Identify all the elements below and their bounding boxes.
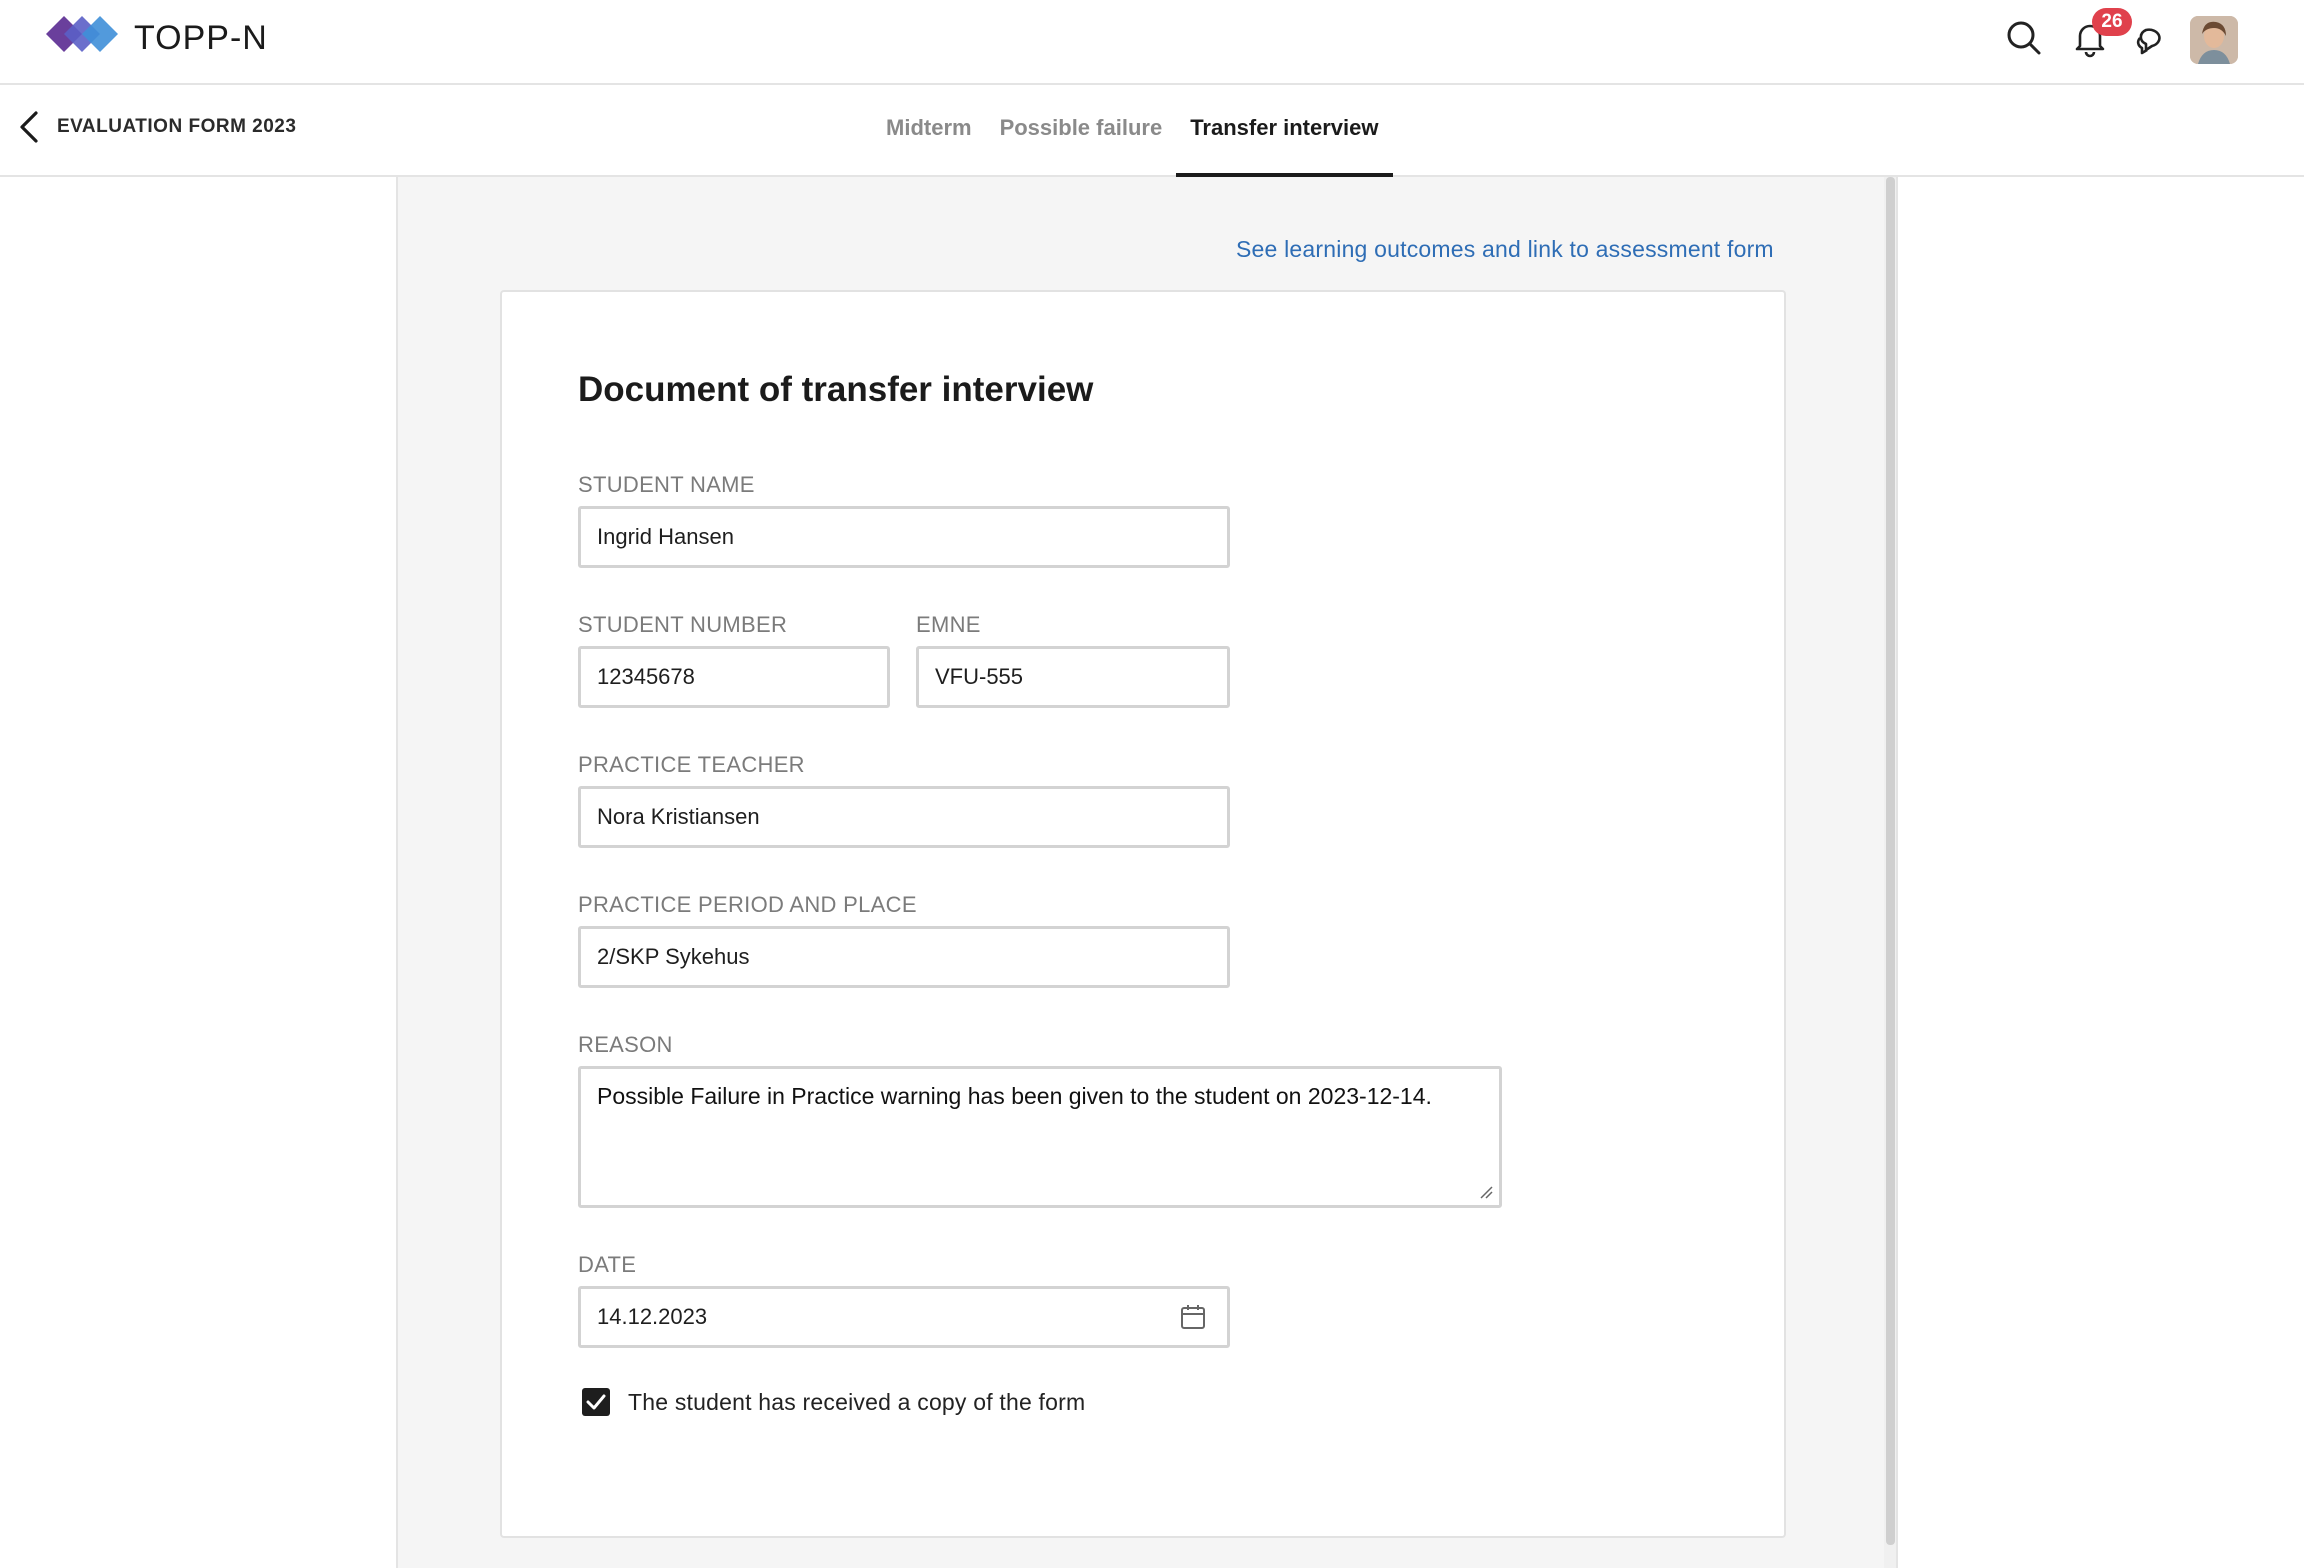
learning-outcomes-link[interactable]: See learning outcomes and link to assessment form	[1236, 236, 1774, 262]
date-label: DATE	[578, 1252, 637, 1277]
sub-header	[0, 85, 2304, 177]
date-input[interactable]	[578, 1286, 1230, 1348]
check-icon	[582, 1388, 610, 1416]
scrollbar-thumb[interactable]	[1886, 177, 1895, 1545]
emne-input[interactable]: VFU-555	[916, 646, 1230, 708]
tab-transfer-interview[interactable]: Transfer interview	[1176, 85, 1392, 177]
copy-received-label[interactable]: The student has received a copy of the form	[628, 1389, 1086, 1415]
top-bar	[0, 0, 2304, 85]
reason-text: Possible Failure in Practice warning has been given to the student on 2023-12-14.	[597, 1083, 1432, 1109]
tab-midterm[interactable]: Midterm	[886, 115, 972, 140]
app-title[interactable]: TOPP-N	[134, 19, 268, 57]
transfer-interview-form	[500, 290, 1786, 1538]
reason-label: REASON	[578, 1032, 673, 1057]
back-arrow-icon[interactable]	[12, 107, 46, 147]
reason-textarea[interactable]	[578, 1066, 1502, 1208]
date-value: 14.12.2023	[597, 1304, 708, 1329]
practice-period-label: PRACTICE PERIOD AND PLACE	[578, 892, 917, 917]
form-title: Document of transfer interview	[578, 370, 1094, 409]
search-icon[interactable]	[2004, 18, 2044, 58]
breadcrumb-title: EVALUATION FORM 2023	[57, 116, 297, 137]
tab-possible-failure[interactable]: Possible failure	[999, 115, 1163, 140]
resize-grip-icon[interactable]	[1479, 1185, 1493, 1199]
student-name-label: STUDENT NAME	[578, 472, 755, 497]
student-number-label: STUDENT NUMBER	[578, 612, 788, 637]
notification-badge: 26	[2092, 8, 2132, 36]
practice-teacher-label: PRACTICE TEACHER	[578, 752, 805, 777]
avatar-image	[2190, 16, 2238, 64]
avatar[interactable]	[2190, 16, 2238, 64]
tab-bar	[872, 85, 1393, 177]
calendar-icon[interactable]	[1179, 1303, 1207, 1331]
emne-label: EMNE	[916, 612, 981, 637]
student-number-input[interactable]: 12345678	[578, 646, 890, 708]
student-name-input[interactable]: Ingrid Hansen	[578, 506, 1230, 568]
chat-icon[interactable]	[2132, 18, 2172, 58]
logo-icon[interactable]	[46, 10, 122, 58]
practice-teacher-input[interactable]: Nora Kristiansen	[578, 786, 1230, 848]
practice-period-input[interactable]: 2/SKP Sykehus	[578, 926, 1230, 988]
copy-received-checkbox[interactable]	[582, 1388, 610, 1416]
